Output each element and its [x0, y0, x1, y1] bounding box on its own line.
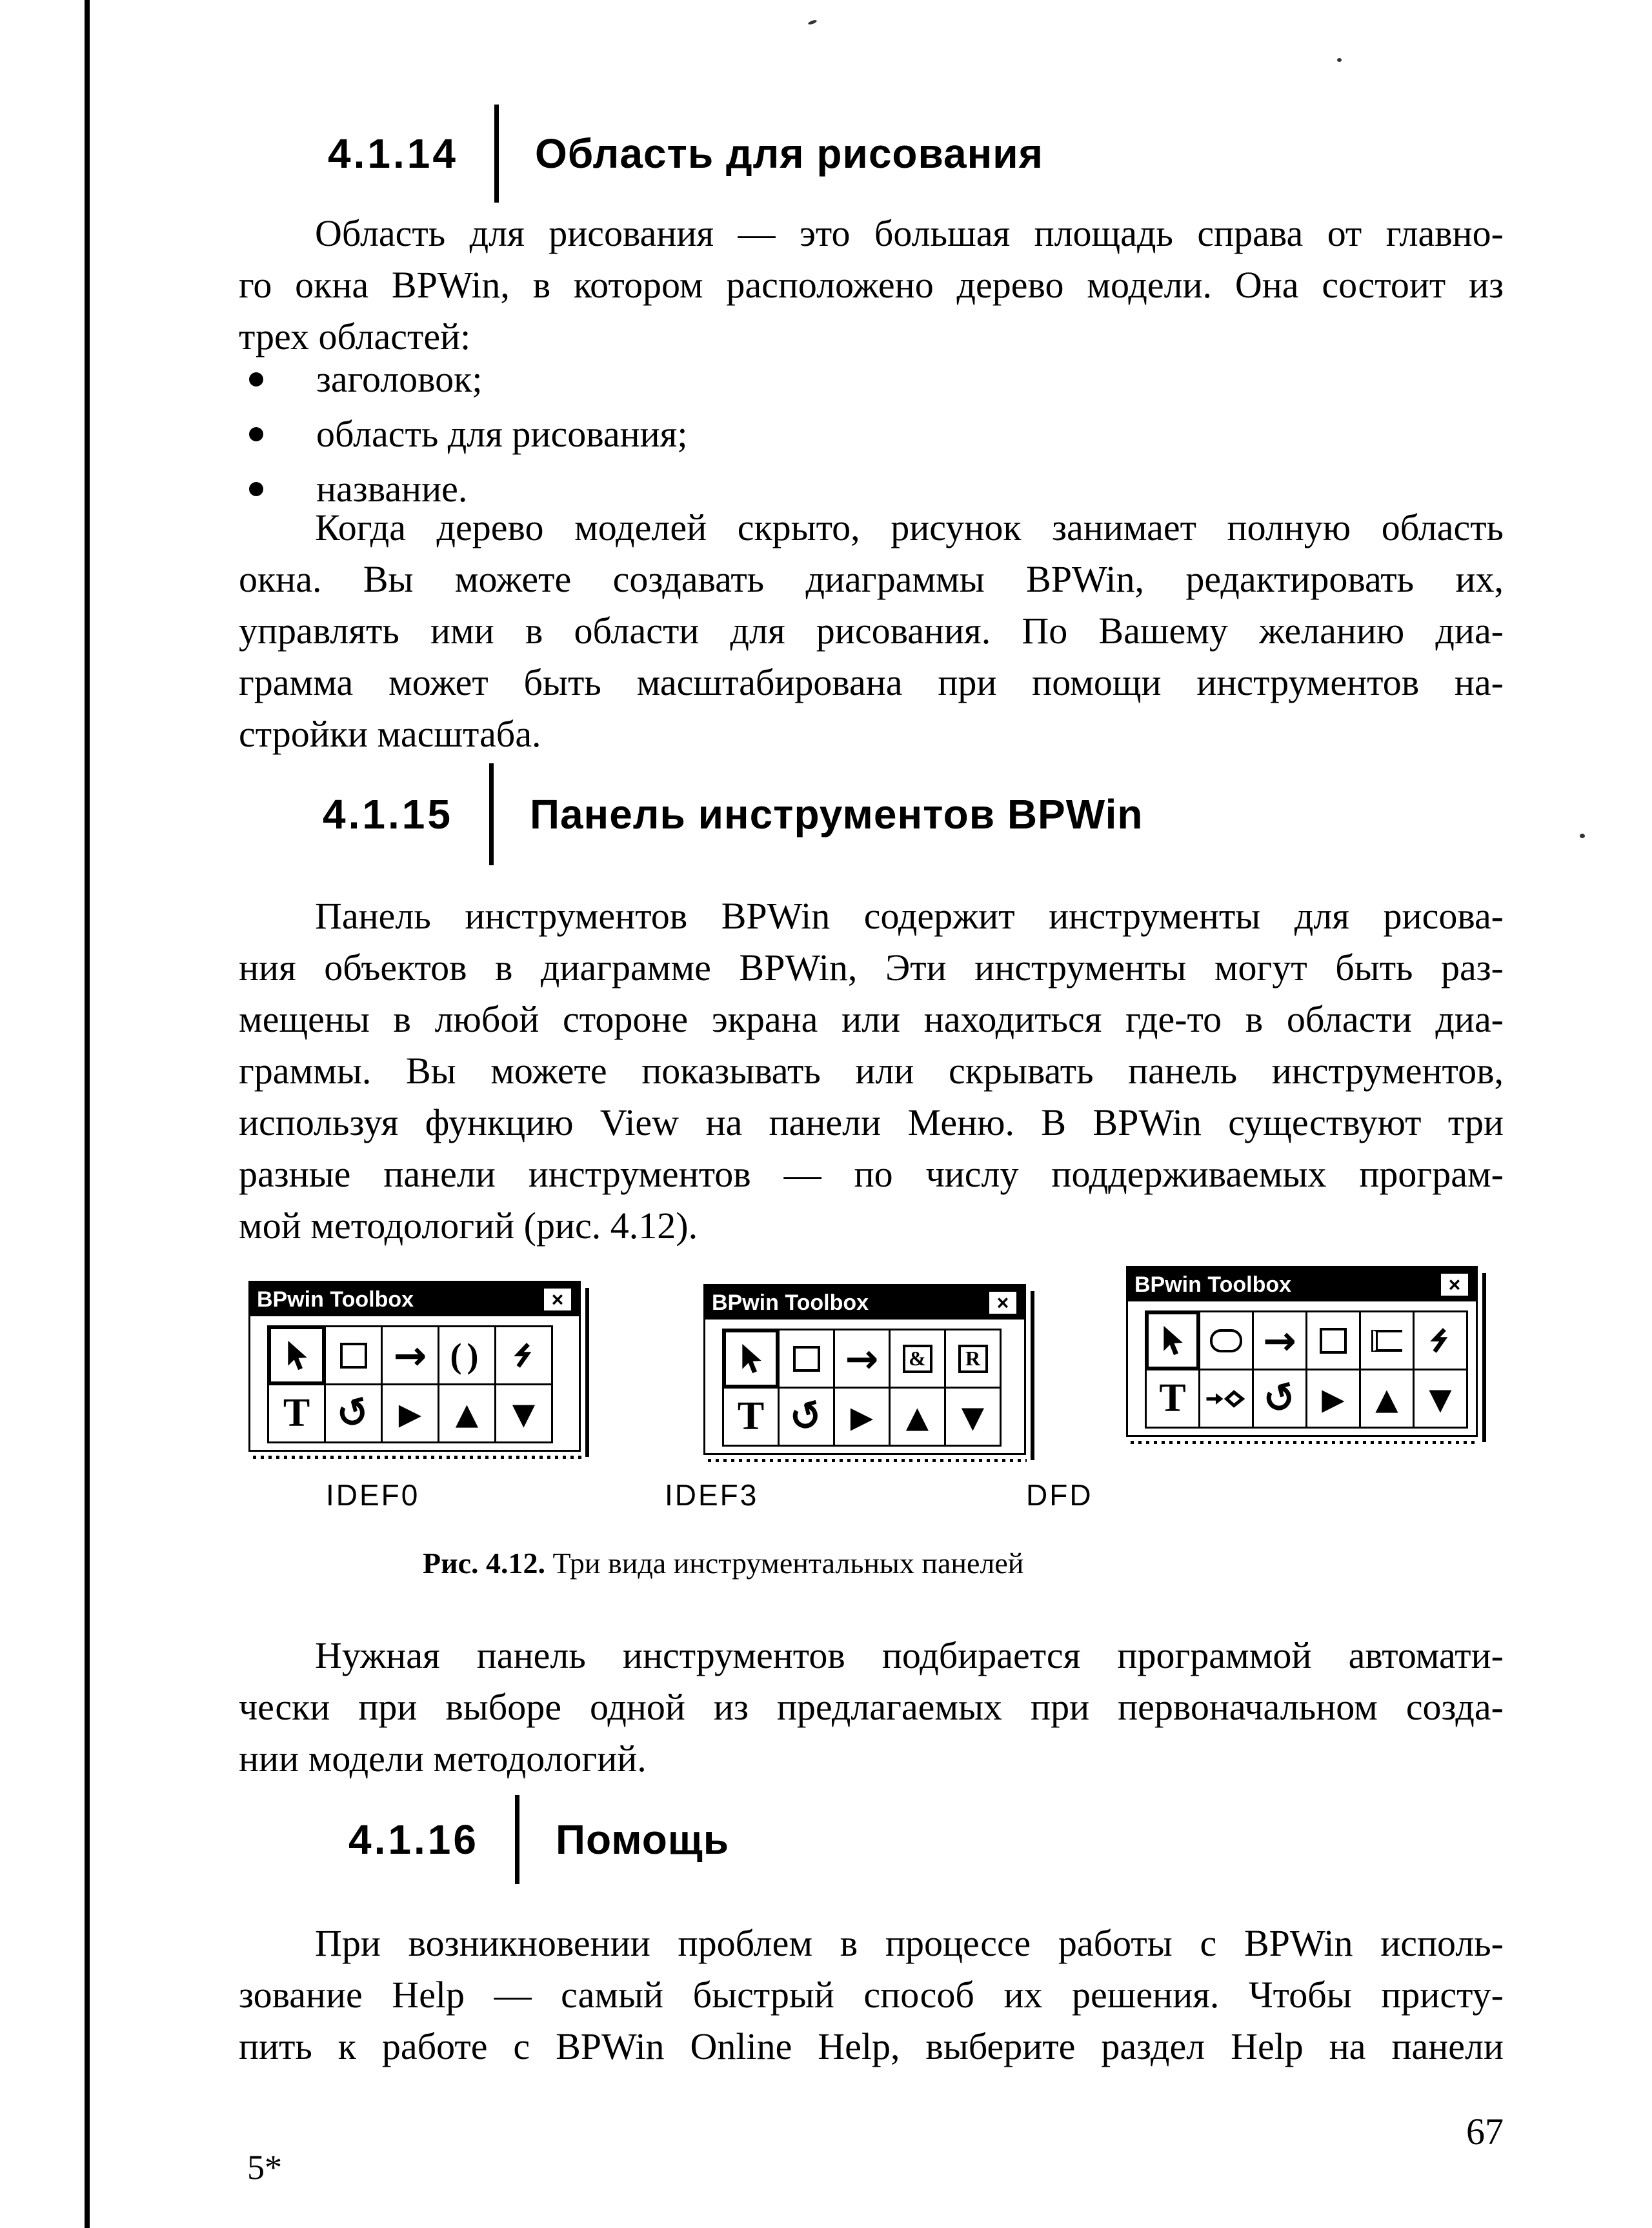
- play-icon: ▶: [398, 1396, 422, 1431]
- arrow-right-icon: →: [393, 1332, 427, 1379]
- tool-lightning-button[interactable]: [1413, 1310, 1468, 1370]
- figure-caption-number: Рис. 4.12.: [423, 1547, 546, 1580]
- paragraph-1: [239, 208, 1504, 363]
- figure-caption: [423, 1546, 1023, 1580]
- tool-arrow-right-button[interactable]: [833, 1329, 891, 1389]
- paragraph-5: [239, 1918, 1504, 2072]
- toolbox-title-bar[interactable]: [250, 1283, 579, 1316]
- text-line: управлять ими в области для рисования. По Вашему желанию диа-: [239, 610, 1504, 652]
- bullet-text: название.: [316, 468, 468, 510]
- figure-caption-text: Три вида инструментальных панелей: [545, 1547, 1024, 1580]
- datastore-icon: [1371, 1330, 1402, 1352]
- tool-pointer-button[interactable]: [722, 1329, 780, 1389]
- junction-and-icon: &: [903, 1345, 932, 1373]
- text-line: окна. Вы можете создавать диаграммы BPWin, редактировать их,: [239, 558, 1504, 600]
- tool-triangle-down-button[interactable]: [944, 1387, 1002, 1447]
- page-number: 67: [1466, 2111, 1504, 2153]
- tool-arrow-right-button[interactable]: [1252, 1310, 1307, 1370]
- tool-parentheses-button[interactable]: [438, 1325, 496, 1385]
- referent-r-icon: R: [958, 1345, 988, 1373]
- toolbox-buttons: [250, 1316, 579, 1450]
- tool-triangle-down-button[interactable]: [494, 1383, 553, 1443]
- play-icon: ▶: [850, 1399, 874, 1434]
- paragraph-2: [239, 502, 1504, 760]
- heading-divider: [494, 105, 499, 203]
- text-line: мой методологий (рис. 4.12).: [239, 1205, 698, 1247]
- bpwin-toolbox-window: [1126, 1266, 1478, 1437]
- tool-play-button[interactable]: [381, 1383, 439, 1443]
- tool-referent-r-button[interactable]: [944, 1329, 1002, 1389]
- text-line: Когда дерево моделей скрыто, рисунок занимает полную область: [315, 507, 1504, 548]
- triangle-up-icon: ▲: [905, 1399, 929, 1434]
- text-tool-icon: T: [1159, 1376, 1186, 1420]
- text-line: нии модели методологий.: [239, 1738, 647, 1780]
- heading-divider: [515, 1795, 519, 1884]
- tool-triangle-up-button[interactable]: [438, 1383, 496, 1443]
- square-icon: [340, 1343, 367, 1369]
- section-title: Область для рисования: [534, 130, 1043, 177]
- bullet-text: область для рисования;: [316, 413, 688, 455]
- toolbox-buttons: [705, 1320, 1024, 1453]
- bullet-list: [239, 352, 1504, 516]
- tool-play-button[interactable]: [1305, 1369, 1361, 1429]
- triangle-down-icon: ▼: [961, 1399, 985, 1434]
- lightning-icon: [1430, 1325, 1451, 1357]
- text-line: При возникновении проблем в процессе работы с BPWin исполь-: [315, 1922, 1504, 1964]
- bpwin-toolbox-window: [248, 1281, 581, 1452]
- triangle-up-icon: ▲: [1375, 1381, 1398, 1416]
- tool-square-button[interactable]: [324, 1325, 383, 1385]
- section-title: Панель инструментов BPWin: [529, 791, 1143, 838]
- parentheses-icon: (): [450, 1336, 484, 1375]
- section-heading-4116: [348, 1795, 729, 1884]
- tool-triangle-down-button[interactable]: [1413, 1369, 1468, 1429]
- scan-speck: [808, 19, 818, 25]
- tool-triangle-up-button[interactable]: [1359, 1369, 1415, 1429]
- text-line: Область для рисования — это большая площадь справа от главно-: [315, 212, 1504, 254]
- bullet-dot-icon: [249, 482, 263, 496]
- text-line: стройки масштаба.: [239, 713, 541, 755]
- arrow-right-icon: →: [845, 1335, 879, 1382]
- text-line: трех областей:: [239, 316, 471, 357]
- tool-pointer-button[interactable]: [267, 1325, 326, 1385]
- toolbox-title: BPwin Toolbox: [257, 1287, 414, 1312]
- figure-label-DFD: DFD: [1026, 1478, 1093, 1512]
- bullet-dot-icon: [249, 427, 263, 441]
- text-line: мещены в любой стороне экрана или находиться где-то в области диа-: [239, 998, 1504, 1040]
- tool-square-button[interactable]: [1305, 1310, 1361, 1370]
- page-spine-line: [85, 0, 90, 2228]
- scan-speck: [1580, 834, 1585, 838]
- figure-label-IDEF3: IDEF3: [665, 1478, 759, 1512]
- bullet-text: заголовок;: [316, 358, 483, 400]
- section-heading-4114: [328, 105, 1043, 203]
- text-line: граммы. Вы можете показывать или скрывать панель инструментов,: [239, 1050, 1504, 1092]
- paragraph-4: [239, 1630, 1504, 1785]
- bpwin-toolbox-window: [703, 1284, 1026, 1455]
- rotate-icon: ↺: [1258, 1372, 1302, 1425]
- text-line: чески при выборе одной из предлагаемых при первоначальном созда-: [239, 1686, 1504, 1728]
- section-number: 4.1.16: [348, 1816, 479, 1863]
- rounded-rect-icon: [1210, 1329, 1242, 1352]
- section-title: Помощь: [555, 1816, 730, 1863]
- close-icon[interactable]: ×: [988, 1290, 1018, 1315]
- tool-lightning-button[interactable]: [494, 1325, 553, 1385]
- tool-rotate-button[interactable]: [324, 1383, 383, 1443]
- toolbox-title: BPwin Toolbox: [712, 1290, 869, 1315]
- square-icon: [1320, 1328, 1347, 1354]
- section-number: 4.1.15: [323, 791, 453, 838]
- close-icon[interactable]: ×: [1440, 1272, 1469, 1297]
- text-line: разные панели инструментов — по числу поддерживаемых програм-: [239, 1153, 1504, 1195]
- text-line: Панель инструментов BPWin содержит инструменты для рисова-: [315, 895, 1504, 937]
- bullet-item: [239, 406, 1504, 461]
- heading-divider: [489, 763, 494, 865]
- lightning-icon: [514, 1340, 534, 1372]
- pointer-icon: [1159, 1324, 1186, 1358]
- text-line: зование Help — самый быстрый способ их решения. Чтобы присту-: [239, 1974, 1504, 2016]
- section-heading-4115: [323, 763, 1143, 865]
- tool-square-button[interactable]: [778, 1329, 835, 1389]
- square-icon: [793, 1346, 820, 1372]
- tool-rotate-button[interactable]: [1252, 1369, 1307, 1429]
- text-line: ния объектов в диаграмме BPWin, Эти инструменты могут быть раз-: [239, 947, 1504, 989]
- paragraph-3: [239, 890, 1504, 1252]
- tool-text-tool-button[interactable]: [267, 1383, 326, 1443]
- tool-text-tool-button[interactable]: [722, 1387, 780, 1447]
- toolbox-title-bar[interactable]: [705, 1286, 1024, 1320]
- close-icon[interactable]: ×: [543, 1287, 572, 1312]
- tool-rounded-rect-button[interactable]: [1198, 1310, 1254, 1370]
- section-number: 4.1.14: [328, 130, 458, 177]
- toolbox-title-bar[interactable]: [1128, 1268, 1476, 1301]
- rotate-icon: ↺: [332, 1387, 375, 1440]
- tool-text-tool-button[interactable]: [1145, 1369, 1200, 1429]
- bullet-dot-icon: [249, 372, 263, 386]
- toolbox-title: BPwin Toolbox: [1134, 1272, 1292, 1297]
- tool-offpage-reference-button[interactable]: [1198, 1369, 1254, 1429]
- tool-rotate-button[interactable]: [778, 1387, 835, 1447]
- triangle-up-icon: ▲: [455, 1396, 479, 1431]
- toolbox-buttons: [1128, 1301, 1476, 1435]
- tool-triangle-up-button[interactable]: [889, 1387, 946, 1447]
- pointer-icon: [283, 1339, 310, 1372]
- rotate-icon: ↺: [785, 1390, 828, 1443]
- tool-junction-and-button[interactable]: [889, 1329, 946, 1389]
- triangle-down-icon: ▼: [512, 1396, 536, 1431]
- tool-datastore-button[interactable]: [1359, 1310, 1415, 1370]
- text-line: грамма может быть масштабирована при помощи инструментов на-: [239, 661, 1504, 703]
- printers-signature-mark: 5*: [247, 2148, 282, 2187]
- text-line: пить к работе с BPWin Online Help, выберите раздел Help на панели: [239, 2025, 1504, 2067]
- triangle-down-icon: ▼: [1429, 1381, 1452, 1416]
- figure-label-IDEF0: IDEF0: [326, 1478, 420, 1512]
- arrow-right-icon: →: [1263, 1317, 1296, 1364]
- text-tool-icon: T: [283, 1391, 310, 1435]
- pointer-icon: [738, 1342, 765, 1376]
- tool-play-button[interactable]: [833, 1387, 891, 1447]
- text-line: используя функцию View на панели Меню. В BPWin существуют три: [239, 1101, 1504, 1143]
- offpage-reference-icon: [1205, 1389, 1247, 1409]
- play-icon: ▶: [1322, 1381, 1345, 1416]
- text-line: Нужная панель инструментов подбирается программой автомати-: [315, 1634, 1504, 1676]
- scan-speck: [1337, 58, 1342, 62]
- tool-pointer-button[interactable]: [1145, 1310, 1200, 1370]
- text-line: го окна BPWin, в котором расположено дерево модели. Она состоит из: [239, 264, 1504, 306]
- tool-arrow-right-button[interactable]: [381, 1325, 439, 1385]
- text-tool-icon: T: [737, 1394, 765, 1438]
- bullet-item: [239, 352, 1504, 406]
